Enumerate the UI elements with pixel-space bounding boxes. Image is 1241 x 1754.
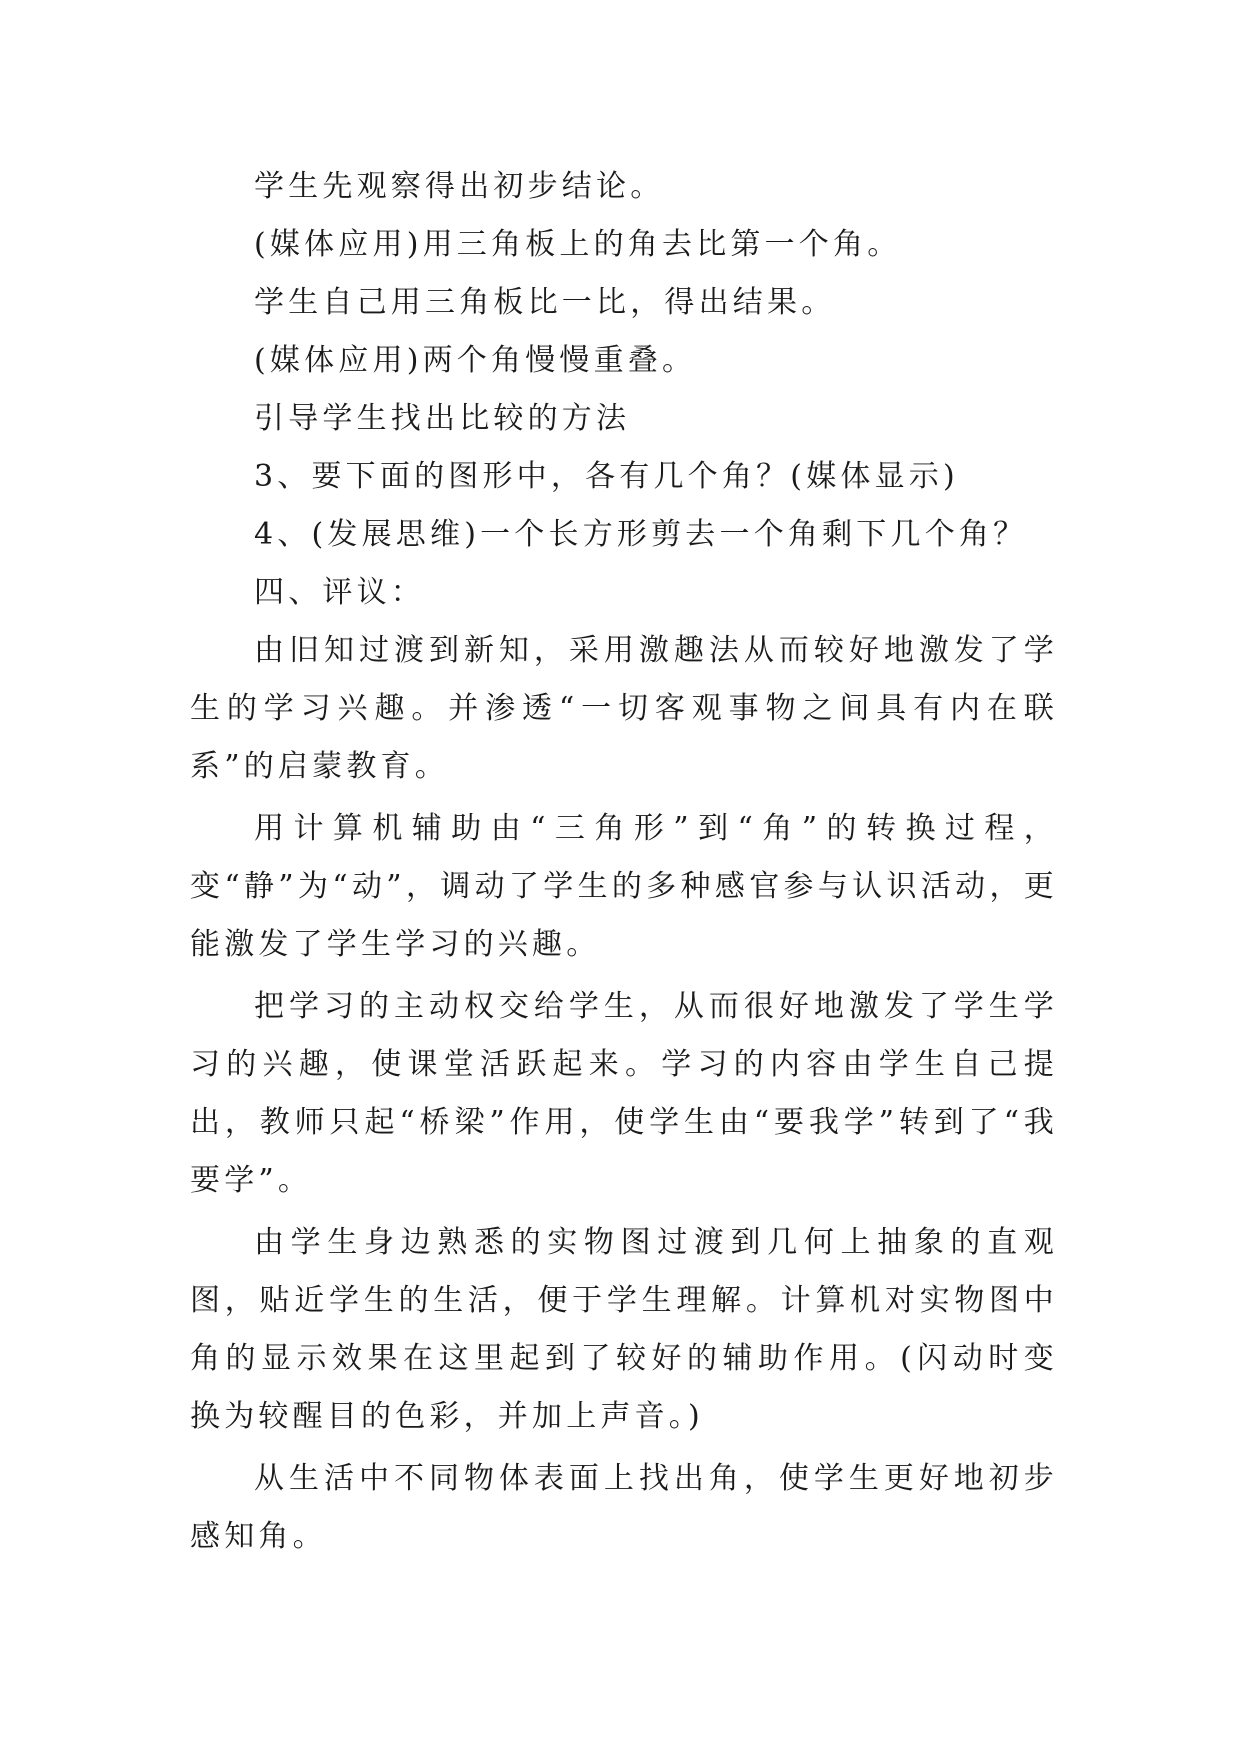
text-line: 3、要下面的图形中，各有几个角？(媒体显示) — [254, 459, 959, 494]
document-body — [190, 158, 1058, 1570]
text-line: 引导学生找出比较的方法 — [254, 401, 631, 436]
section-heading: 四、评议： — [254, 575, 425, 610]
text-line: 学生先观察得出初步结论。 — [254, 169, 665, 204]
text-line: (媒体应用)两个角慢慢重叠。 — [254, 343, 697, 378]
paragraph: 把学习的主动权交给学生，从而很好地激发了学生学习的兴趣，使课堂活跃起来。学习的内容由学生自己提出，教师只起“桥梁”作用，使学生由“要我学”转到了“我要学”。 — [190, 989, 1058, 1198]
text-line: 学生自己用三角板比一比，得出结果。 — [254, 285, 836, 320]
paragraph: 由旧知过渡到新知，采用激趣法从而较好地激发了学生的学习兴趣。并渗透“一切客观事物之间具有内在联系”的启蒙教育。 — [190, 633, 1058, 784]
paragraph: 从生活中不同物体表面上找出角，使学生更好地初步感知角。 — [190, 1461, 1058, 1554]
text-line: 4、(发展思维)一个长方形剪去一个角剩下几个角？ — [254, 517, 1028, 552]
text-line: (媒体应用)用三角板上的角去比第一个角。 — [254, 227, 902, 262]
paragraph: 用计算机辅助由“三角形”到“角”的转换过程，变“静”为“动”，调动了学生的多种感官参与认识活动，更能激发了学生学习的兴趣。 — [190, 811, 1058, 962]
paragraph: 由学生身边熟悉的实物图过渡到几何上抽象的直观图，贴近学生的生活，便于学生理解。计算机对实物图中角的显示效果在这里起到了较好的辅助作用。(闪动时变换为较醒目的色彩，并加上声音。) — [190, 1225, 1058, 1434]
